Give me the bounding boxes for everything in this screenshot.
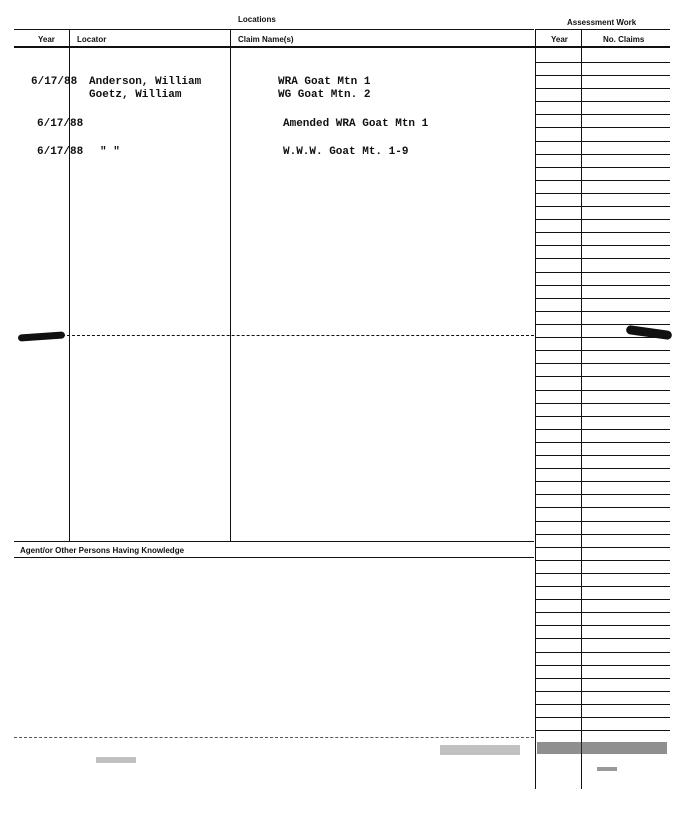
assessment-ruled-line (536, 245, 670, 246)
assessment-ruled-line (536, 717, 670, 718)
column-header-claim-names: Claim Name(s) (238, 35, 294, 44)
assessment-ruled-line (536, 337, 670, 338)
entry-1-year: 6/17/88 (31, 76, 78, 88)
entry-3-year: 6/17/88 (37, 118, 84, 130)
assessment-ruled-line (536, 101, 670, 102)
assessment-ruled-line (536, 127, 670, 128)
assessment-ruled-line (536, 534, 670, 535)
assessment-ruled-line (536, 652, 670, 653)
entry-2-claim-name: WG Goat Mtn. 2 (278, 89, 371, 101)
assessment-ruled-line (536, 258, 670, 259)
assessment-work-title: Assessment Work (567, 18, 637, 27)
bottom-scan-line (14, 737, 534, 738)
assessment-ruled-line (536, 298, 670, 299)
assessment-ruled-line (536, 363, 670, 364)
assessment-ruled-line (536, 521, 670, 522)
assessment-top-line (536, 29, 670, 30)
agent-row-line (14, 557, 534, 558)
assessment-ruled-line (536, 62, 670, 63)
assessment-ruled-line (536, 324, 670, 325)
left-margin-smudge (18, 331, 65, 341)
assessment-ruled-line (536, 468, 670, 469)
assessment-ruled-line (536, 612, 670, 613)
header-top-line (14, 29, 534, 30)
assessment-ruled-line (536, 586, 670, 587)
bottom-scan-mark-1 (597, 767, 617, 771)
assessment-ruled-line (536, 560, 670, 561)
assessment-ruled-line (536, 625, 670, 626)
column-header-year: Year (38, 35, 55, 44)
agent-knowledge-label: Agent/or Other Persons Having Knowledge (20, 546, 185, 555)
form-midline (62, 335, 534, 336)
assessment-ruled-line (536, 272, 670, 273)
assessment-ruled-line (536, 481, 670, 482)
assessment-ruled-line (536, 376, 670, 377)
assessment-ruled-line (536, 599, 670, 600)
assessment-ruled-line (536, 665, 670, 666)
assessment-ruled-line (536, 678, 670, 679)
assessment-ruled-line (536, 285, 670, 286)
locator-claim-divider (230, 29, 231, 541)
assessment-ruled-line (536, 193, 670, 194)
bottom-center-scan-noise (440, 745, 520, 755)
assessment-ruled-line (536, 232, 670, 233)
locations-bottom-line (14, 541, 534, 542)
assessment-ruled-line (536, 311, 670, 312)
entry-1-claim-name: WRA Goat Mtn 1 (278, 76, 371, 88)
bottom-left-scan-noise (96, 757, 136, 763)
assessment-ruled-line (536, 75, 670, 76)
assessment-ruled-line (536, 390, 670, 391)
column-header-locator: Locator (77, 35, 107, 44)
assessment-ruled-line (536, 730, 670, 731)
assessment-ruled-line (536, 219, 670, 220)
assessment-year-divider (581, 29, 582, 789)
assessment-ruled-line (536, 704, 670, 705)
assessment-ruled-line (536, 180, 670, 181)
entry-2-locator: Goetz, William (89, 89, 182, 101)
column-header-assessment-year: Year (551, 35, 568, 44)
header-bottom-line (14, 46, 670, 48)
column-header-no-claims: No. Claims (603, 35, 645, 44)
assessment-ruled-line (536, 573, 670, 574)
assessment-ruled-line (536, 638, 670, 639)
locations-title: Locations (238, 15, 276, 24)
year-locator-divider (69, 29, 70, 541)
assessment-ruled-line (536, 403, 670, 404)
assessment-ruled-line (536, 507, 670, 508)
bottom-right-scan-noise (537, 742, 667, 754)
assessment-ruled-line (536, 547, 670, 548)
assessment-ruled-line (536, 350, 670, 351)
entry-3-claim-name: Amended WRA Goat Mtn 1 (283, 118, 429, 130)
assessment-ruled-line (536, 154, 670, 155)
entry-4-year: 6/17/88 (37, 146, 84, 158)
assessment-ruled-line (536, 455, 670, 456)
entry-4-claim-name: W.W.W. Goat Mt. 1-9 (283, 146, 409, 158)
assessment-ruled-line (536, 206, 670, 207)
assessment-ruled-line (536, 416, 670, 417)
assessment-ruled-line (536, 114, 670, 115)
entry-4-locator-ditto: " " (100, 146, 120, 158)
claim-assessment-divider (535, 29, 536, 789)
assessment-ruled-line (536, 429, 670, 430)
assessment-ruled-line (536, 442, 670, 443)
assessment-ruled-line (536, 141, 670, 142)
entry-1-locator: Anderson, William (89, 76, 202, 88)
assessment-ruled-line (536, 167, 670, 168)
assessment-ruled-line (536, 88, 670, 89)
assessment-ruled-line (536, 691, 670, 692)
assessment-ruled-line (536, 494, 670, 495)
